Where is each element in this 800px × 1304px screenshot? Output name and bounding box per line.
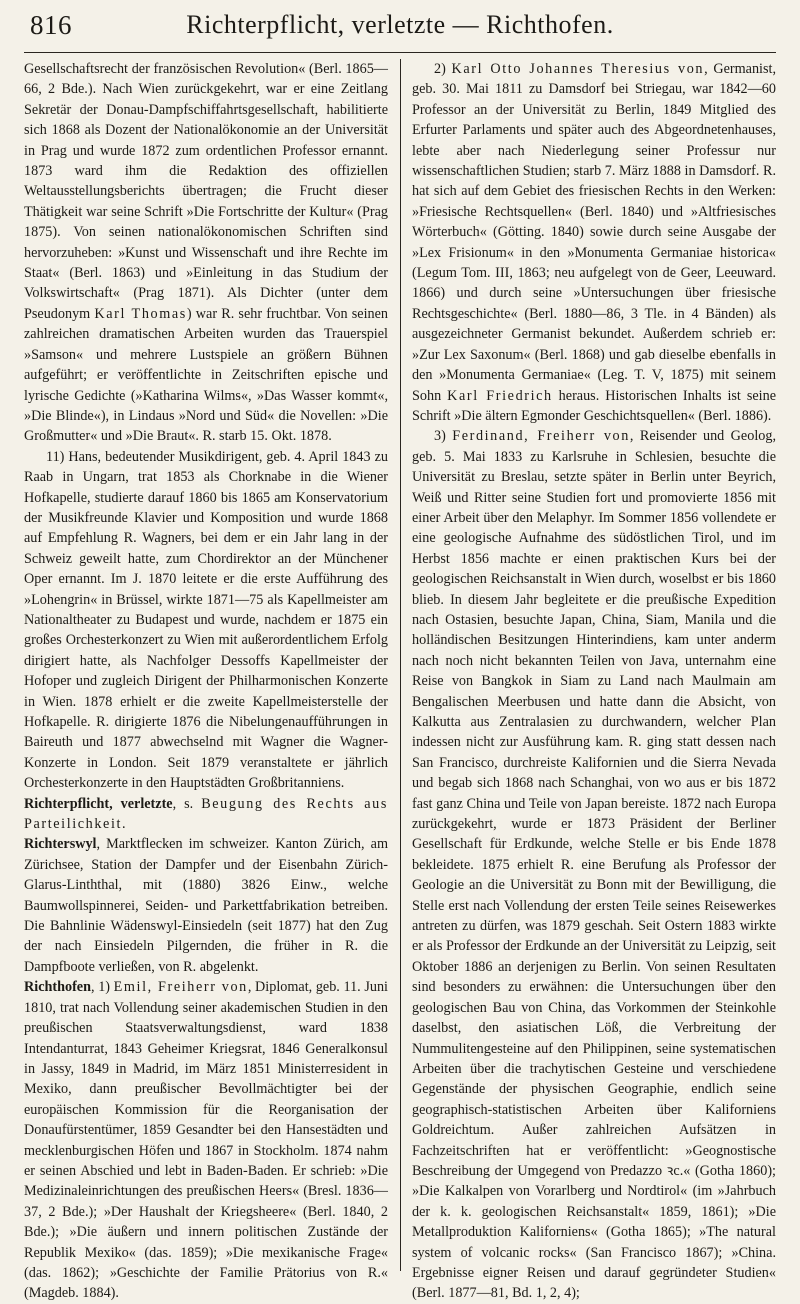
entry-paragraph: [24, 447, 388, 794]
person-name: Karl Otto Johannes Theresius von: [451, 61, 705, 77]
entry-text: , Germanist, geb. 30. Mai 1811 zu Damsdorf bei Striegau, war 1842—60 Professor an der Universität zu Berlin, 1849 Mitglied des Erfurter Parlaments und später auch des Abgeordnetenhauses, lebte aber nach Niederlegung seiner Professur nur wissenschaftlichen Studien; starb 7. März 1888 in Damsdorf. R. hat sich auf dem Gebiet des friesischen Rechts in den Werken: »Friesische Rechtsquellen« (Berl. 1840) und »Altfriesisches Wörterbuch« (Götting. 1840) sowie durch seine Ausgabe der »Lex Frisionum« in den »Monumenta Germaniae historica« (Legum Tom. III, 1863; neu aufgelegt von de Geer, Leeuward. 1866) und durch seine »Untersuchungen über friesische Rechtsgeschichte« (Berl. 1880—86, 3 Tle. in 4 Bänden) als ausgezeichneter Germanist bekundet. Außerdem schrieb er: »Zur Lex Saxonum« (Berl. 1868) und gab dieselbe ebenfalls in den »Monumenta Germaniae« (Leg. T. V, 1875) mit seinem Sohn: [412, 61, 776, 404]
entry-paragraph: [412, 426, 776, 1303]
entry-text: 11) Hans, bedeutender Musikdirigent, geb. 4. April 1843 zu Raab in Ungarn, trat 1853 als Chorknabe in die Wiener Hofkapelle, studierte darauf 1860 bis 1865 am Konservatorium der Musikfreunde Klavier und Komposition und wurde 1868 auf Empfehlung R. Wagners, bei dem er ein Jahr lang in der Schweiz geweilt hatte, zum Chordirektor an der Münchener Oper ernannt. Im J. 1870 leitete er die erste Aufführung des »Lohengrin« in Brüssel, wirkte 1871—75 als Kapellmeister am Nationaltheater zu Budapest und wurde, nachdem er 1875 ein großes Orchesterkonzert zu Wien mit außerordentlichem Erfolg dirigiert hatte, als Nachfolger Dessoffs Kapellmeister der Hofoper und zugleich Dirigent der Philharmonischen Konzerte in Wien. 1878 erhielt er die zweite Kapellmeisterstelle der Hofkapelle. R. dirigierte 1876 die Nibelungenaufführungen in Baireuth und 1877 abwechselnd mit Wagner die Wagner-Konzerte in London. Seit 1879 veranstaltete er jährlich Orchesterkonzerte in den Hauptstädten Großbritanniens.: [24, 448, 388, 792]
text-columns: [24, 59, 776, 1302]
entry-paragraph: [412, 59, 776, 426]
headword: Richterpflicht, verletzte: [24, 795, 173, 812]
entry-text: 3): [434, 428, 453, 445]
headword: Richterswyl: [24, 836, 97, 853]
entry-text: 2): [434, 61, 452, 77]
entry-paragraph: [24, 794, 388, 835]
entry-text: Gesellschaftsrecht der französischen Revolution« (Berl. 1865—66, 2 Bde.). Nach Wien zurückgekehrt, war er eine Zeitlang Sekretär der Donau-Dampfschiffahrtsgesellschaft, habilitierte sich 1868 als Dozent der Nationalökonomie an der Universität in Prag und wurde 1872 zum ordentlichen Professor ernannt. 1873 ward ihm die Redaktion des offiziellen Weltausstellungsberichts übertragen; die Frucht dieser Thätigkeit war seine Schrift »Die Fortschritte der Kultur« (Prag 1875). Von seinen nationalökonomischen Schriften sind hervorzuheben: »Kunst und Wissenschaft und ihre Rechte im Staat« (Berl. 1863) und »Einleitung in das Studium der Volkswirtschaft« (Prag 1871). Als Dichter (unter dem Pseudonym: [24, 61, 388, 322]
column-divider: [400, 59, 401, 1271]
entry-text: ) war R. sehr fruchtbar. Von seinen zahlreichen dramatischen Arbeiten wurden das Trauerspiel »Samson« und mehrere Lustspiele an größern Bühnen aufgeführt; er veröffentlichte in Zeitschriften epische und lyrische Gedichte (»Katharina Wilms«, »Das Wasser kommt«, »Die Blinde«), in Lindaus »Nord und Süd« die Novellen: »Die Großmutter« und »Die Braut«. R. starb 15. Okt. 1878.: [24, 305, 388, 445]
person-name: Ferdinand, Freiherr von: [452, 428, 630, 445]
page-header: [24, 6, 776, 53]
left-column: [24, 59, 388, 1302]
entry-paragraph: [24, 834, 388, 977]
running-head: Richterpflicht, verletzte — Richthofen.: [186, 10, 614, 39]
right-column: [412, 59, 776, 1302]
entry-text: , Marktflecken im schweizer. Kanton Zürich, am Zürichsee, Station der Dampfer und der Eisenbahn Zürich-Glarus-Linththal, mit (1880) 3826 Einw., welche Baumwollspinnerei, Seiden- und Parkettfabrikation betreiben. Die Bahnlinie Wädenswyl-Einsiedeln (seit 1877) hat den Zug der nach Einsiedeln Pilgernden, die früher in R. die Dampfboote verließen, von R. abgelenkt.: [24, 836, 388, 975]
entry-paragraph: [24, 59, 388, 447]
entry-text: , s.: [172, 795, 202, 812]
page-number: 816: [30, 10, 72, 40]
entry-text: , Diplomat, geb. 11. Juni 1810, trat nach Vollendung seiner akademischen Studien in den preußischen Staatsverwaltungsdienst, ward 1838 Intendanturrat, 1843 Geheimer Kriegsrat, 1846 Generalkonsul in Jassy, 1849 in Madrid, im März 1851 Ministerresident in Mexiko, dann preußischer Bevollmächtigter bei der europäischen Kommission für die Reorganisation der Donaufürstentümer, 1859 Gesandter bei den Hansestädten und mecklenburgischen Höfen und 1867 in Stockholm. 1874 nahm er seinen Abschied und lebt in Baden-Baden. Er schrieb: »Die Medizinaleinrichtungen des preußischen Heers« (Bresl. 1836—37, 2 Bde.); »Der Haushalt der Kriegsheere« (Berl. 1840, 2 Bde.); »Die äußern und innern politischen Zustände der Republik Mexiko« (das. 1859); »Die mexikanische Frage« (das. 1862); »Geschichte der Familie Prätorius von R.« (Magdeb. 1884).: [24, 979, 388, 1302]
entry-text: heraus. Historischen Inhalts ist seine Schrift »Die ältern Egmonder Geschichtsquellen« (Berl. 1886).: [412, 387, 776, 424]
headword: Richthofen: [24, 979, 91, 996]
entry-text: , Reisender und Geolog, geb. 5. Mai 1833 zu Karlsruhe in Schlesien, besuchte die Universität zu Breslau, setzte später in Berlin unter Beyrich, Weiß und Ritter seine Studien fort und promovierte 1856 mit einer Arbeit über den Melaphyr. Im Sommer 1856 vollendete er eine geologische Aufnahme des südöstlichen Tirol, und im Herbst 1856 machte er einen praktischen Kurs bei der geologischen Reichsanstalt in Wien durch, woselbst er bis 1860 blieb. In diesem Jahr begleitete er die preußische Expedition nach Ostasien, besuchte Japan, China, Siam, Manila und die holländischen Besitzungen Hinterindiens, kam unter anderm nach noch nicht bekannten Teilen von Java, unternahm eine Reise von Bangkok in Siam zu Land nach Maulmain am Bengalischen Meerbusen und hatte dann die Absicht, von Kalkutta aus Zentralasien zu durchwandern, welcher Plan indessen nicht zur Ausführung kam. R. ging statt dessen nach San Francisco, durchreiste Kalifornien und die Sierra Nevada und begab sich 1868 nach Schanghai, von wo aus er bis 1872 fast ganz China und Teile von Japan bereiste. 1872 nach Europa zurückgekehrt, wurde er 1873 Präsident der Berliner Gesellschaft für Erdkunde, welche Stelle er bis Ende 1878 bekleidete. 1875 erhielt R. eine Berufung als Professor der Geologie an die Universität zu Bonn mit der Bewilligung, die Stelle erst nach Vollendung der ersten Teile seines Reisewerkes antreten zu dürfen, was 1879 geschah. Seit Ostern 1883 wirkte er als Professor der Erdkunde an der Universität zu Leipzig, seit Oktober 1886 an derjenigen zu Berlin. Von seinen Resultaten sind besonders zu erwähnen: die Untersuchungen über den geologischen Bau von China, das Vorkommen der Steinkohle daselbst, den asiatischen Löß, die Verbreitung der Nummulitengesteine auf den Philippinen, seine systematischen Arbeiten über die trachytischen Gesteine und verschiedene Gegenstände der physischen Geographie, endlich seine geographisch-statistischen Arbeiten über Kaliforniens Goldreichtum. Außer zahlreichen Aufsätzen in Fachzeitschriften hat er veröffentlicht: »Geognostische Beschreibung der Umgegend von Predazzo ꝛc.« (Gotha 1860); »Die Kalkalpen von Vorarlberg und Nordtirol« (im »Jahrbuch der k. k. geologischen Reichsanstalt« 1859, 1861); »Die Metallproduktion Kaliforniens« (Gotha 1865); »The natural system of volcanic rocks« (San Francisco 1867); »China. Ergebnisse eigner Reisen und darauf gegründeter Studien« (Berl. 1877—81, Bd. 1, 2, 4);: [412, 428, 776, 1302]
entry-paragraph: [24, 977, 388, 1304]
person-name: Karl Friedrich: [447, 387, 553, 404]
person-name: Emil, Freiherr von: [113, 979, 248, 996]
entry-text: , 1): [91, 979, 114, 996]
cross-reference: Beugung des Rechts aus Parteilichkeit.: [24, 795, 388, 833]
pseudonym: Karl Thomas: [94, 305, 187, 322]
